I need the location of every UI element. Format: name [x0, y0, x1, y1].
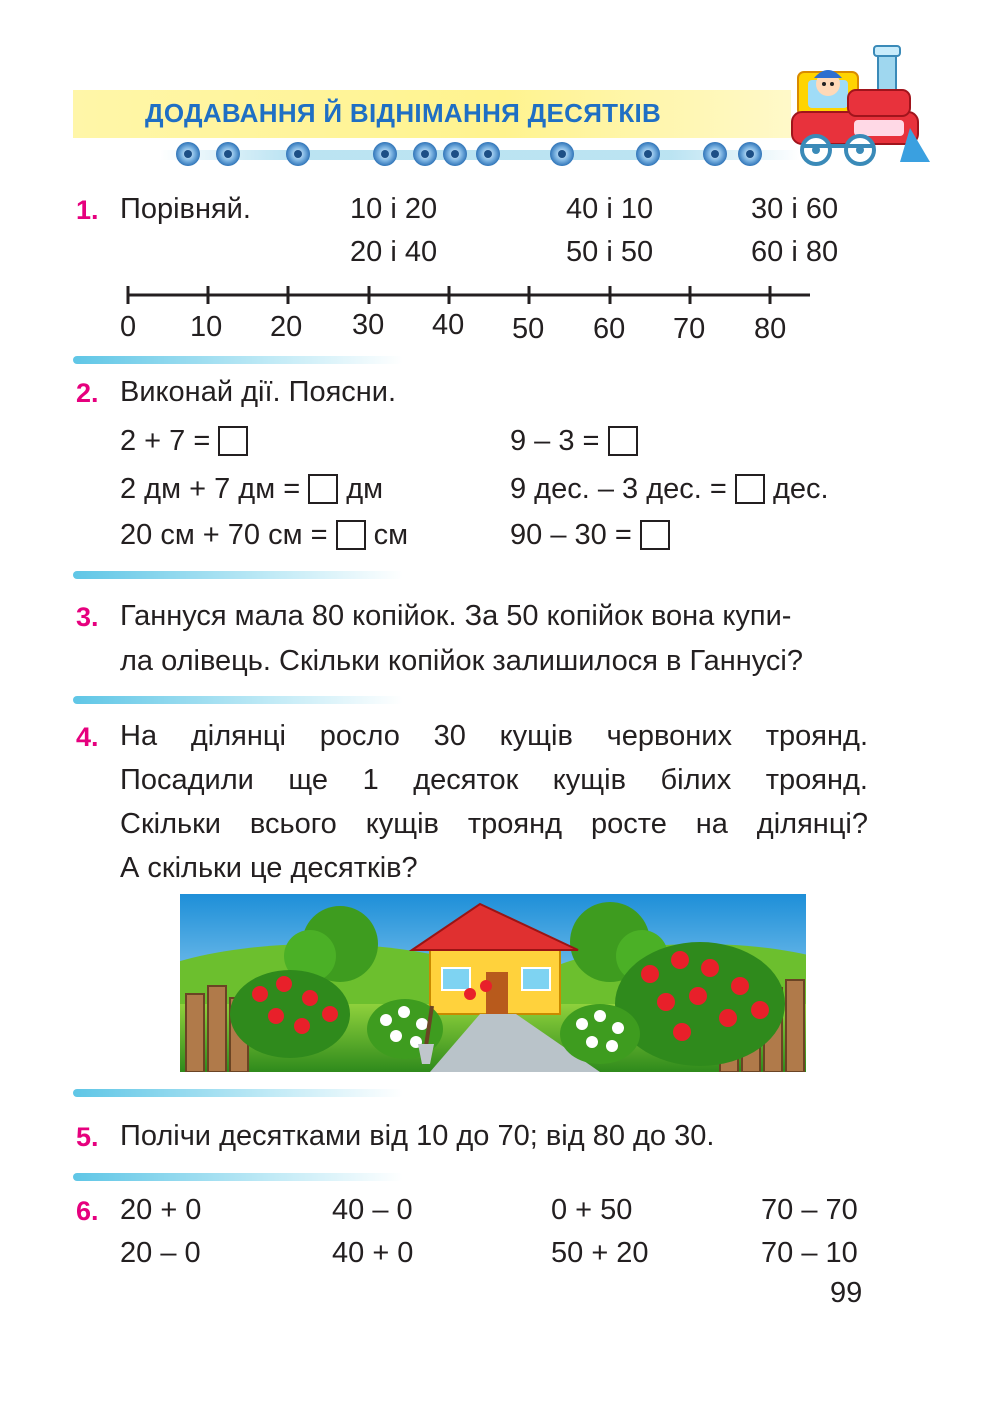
expression: 20 + 0	[120, 1194, 202, 1226]
problem-text: ла олівець. Скільки копійок залишилося в Ганнусі?	[120, 645, 804, 677]
problem-text: Посадили ще 1 десяток кущів білих троянд.	[120, 764, 868, 796]
tick-label: 30	[352, 309, 385, 341]
expression: 50 + 20	[551, 1237, 649, 1269]
section-divider	[73, 571, 403, 579]
exercise-number: 5.	[76, 1122, 99, 1152]
tick-label: 40	[432, 309, 465, 341]
wheel-icon	[550, 142, 574, 166]
section-divider	[73, 1089, 403, 1097]
exercise-number: 4.	[76, 722, 99, 752]
equation: 2 + 7 =	[120, 424, 248, 458]
wheel-icon	[373, 142, 397, 166]
exercise-number: 3.	[76, 602, 99, 632]
number-line	[120, 280, 820, 350]
exercise-number: 6.	[76, 1196, 99, 1226]
tick-label: 20	[270, 311, 303, 343]
expression: 40 + 0	[332, 1237, 414, 1269]
compare-pair: 40 і 10	[566, 193, 654, 225]
train-icon	[788, 42, 933, 172]
exercise-instruction: Порівняй.	[120, 193, 251, 225]
problem-text: На ділянці росло 30 кущів червоних троянд.	[120, 720, 868, 752]
equation: 90 – 30 =	[510, 518, 670, 552]
wheel-icon	[636, 142, 660, 166]
expression: 0 + 50	[551, 1194, 633, 1226]
expression: 70 – 70	[761, 1194, 858, 1226]
section-divider	[73, 356, 403, 364]
compare-pair: 60 і 80	[751, 236, 839, 268]
compare-pair: 50 і 50	[566, 236, 654, 268]
wheel-icon-row	[170, 137, 790, 173]
compare-pair: 10 і 20	[350, 193, 438, 225]
problem-text: Полічи десятками від 10 до 70; від 80 до 30.	[120, 1120, 715, 1152]
equation: 9 – 3 =	[510, 424, 638, 458]
wheel-icon	[738, 142, 762, 166]
tick-label: 50	[512, 313, 545, 345]
tick-label: 70	[673, 313, 706, 345]
wheel-icon	[443, 142, 467, 166]
wheel-icon	[286, 142, 310, 166]
compare-pair: 30 і 60	[751, 193, 839, 225]
garden-illustration	[180, 894, 806, 1072]
problem-text: Скільки всього кущів троянд росте на ділянці?	[120, 808, 868, 840]
expression: 70 – 10	[761, 1237, 858, 1269]
section-divider	[73, 1173, 403, 1181]
expression: 40 – 0	[332, 1194, 413, 1226]
expression: 20 – 0	[120, 1237, 201, 1269]
problem-text: А скільки це десятків?	[120, 852, 418, 884]
wheel-icon	[216, 142, 240, 166]
answer-box[interactable]	[308, 474, 338, 504]
equation: 2 дм + 7 дм = дм	[120, 473, 384, 505]
exercise-number: 2.	[76, 378, 99, 408]
answer-box[interactable]	[640, 520, 670, 550]
answer-box[interactable]	[608, 426, 638, 456]
wheel-icon	[413, 142, 437, 166]
tick-label: 10	[190, 311, 223, 343]
answer-box[interactable]	[735, 474, 765, 504]
equation: 20 см + 70 см = см	[120, 519, 409, 551]
exercise-number: 1.	[76, 195, 99, 225]
page-number: 99	[830, 1277, 863, 1309]
equation: 9 дес. – 3 дес. = дес.	[510, 473, 829, 505]
problem-text: Ганнуся мала 80 копійок. За 50 копійок вона купи-	[120, 600, 792, 632]
page-title: ДОДАВАННЯ Й ВІДНІМАННЯ ДЕСЯТКІВ	[145, 98, 662, 128]
wheel-icon	[176, 142, 200, 166]
wheel-icon	[703, 142, 727, 166]
tick-label: 60	[593, 313, 626, 345]
answer-box[interactable]	[336, 520, 366, 550]
exercise-instruction: Виконай дії. Поясни.	[120, 376, 397, 408]
answer-box[interactable]	[218, 426, 248, 456]
tick-label: 0	[120, 311, 137, 343]
compare-pair: 20 і 40	[350, 236, 438, 268]
tick-label: 80	[754, 313, 787, 345]
section-divider	[73, 696, 403, 704]
wheel-icon	[476, 142, 500, 166]
